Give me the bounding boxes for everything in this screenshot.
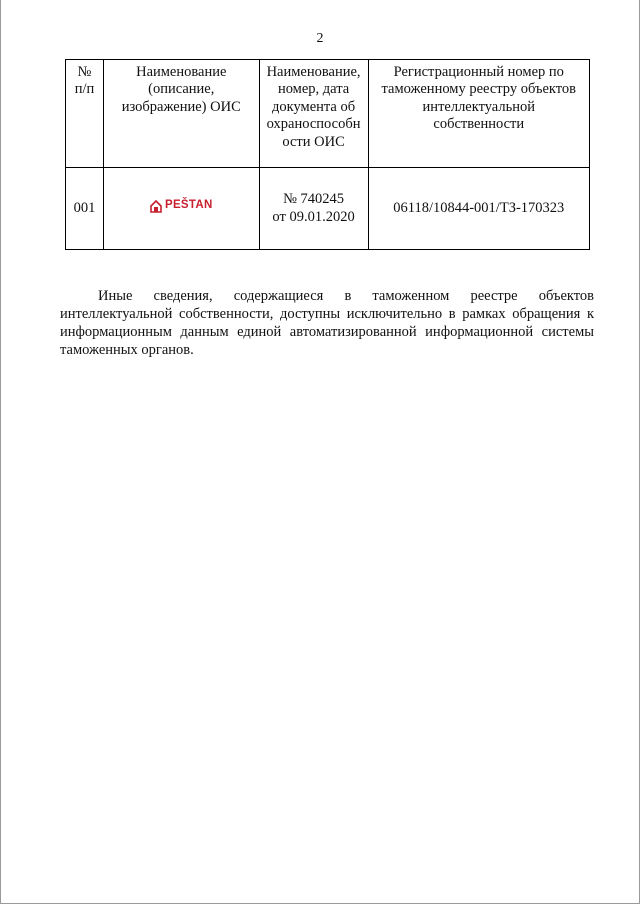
pestan-logo — [150, 199, 213, 213]
header-reg-number: Регистрационный номер по таможенному реестру объектов интеллектуальной собственности — [368, 60, 589, 168]
document-cell: № 740245 от 09.01.2020 — [259, 168, 368, 250]
table-row — [66, 168, 590, 250]
table-header-row — [66, 60, 590, 168]
header-document: Наименование, номер, дата документа об охраноспособн ости ОИС — [259, 60, 368, 168]
header-ois-name: Наименование (описание, изображение) ОИС — [103, 60, 259, 168]
info-paragraph: Иные сведения, содержащиеся в таможенном реестре объектов интеллектуальной собственности, доступны исключительно в рамках обращения к информационным данным единой автоматизированной информационной системы таможенных органов. — [60, 288, 594, 358]
ois-table — [65, 59, 590, 250]
house-icon — [150, 200, 162, 213]
header-number: № п/п — [66, 60, 104, 168]
ois-logo-cell — [103, 168, 259, 250]
row-number: 001 — [66, 168, 104, 250]
reg-number-cell: 06118/10844-001/ТЗ-170323 — [368, 168, 589, 250]
page-number: 2 — [316, 31, 324, 46]
logo-text: PEŠTAN — [164, 199, 213, 212]
